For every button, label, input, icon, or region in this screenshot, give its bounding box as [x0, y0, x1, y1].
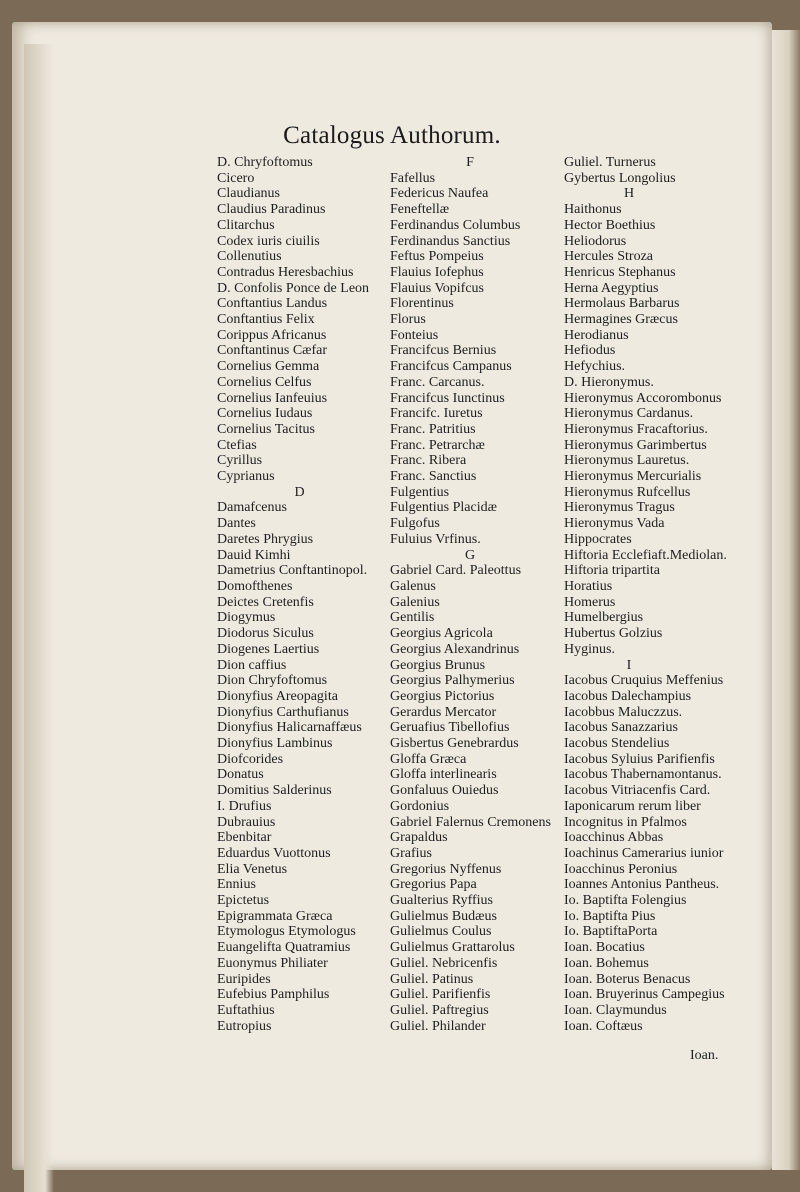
- author-entry: Io. Baptifta Folengius: [564, 893, 687, 909]
- author-column-2: [390, 155, 570, 1034]
- author-entry: Iacobus Vitriacenfis Card.: [564, 783, 711, 799]
- author-entry: Io. Baptifta Pius: [564, 908, 656, 924]
- author-entry: Guliel. Turnerus: [564, 155, 656, 170]
- author-entry: Ennius: [217, 877, 256, 893]
- author-entry: Hiftoria Ecclefiaft.Mediolan.: [564, 547, 727, 563]
- author-entry: Dion caffius: [217, 657, 287, 673]
- author-entry: Fonteius: [390, 327, 439, 343]
- author-entry: Dubrauius: [217, 814, 276, 830]
- author-entry: Florus: [390, 312, 426, 328]
- author-entry: Guliel. Patinus: [390, 971, 474, 987]
- author-entry: Hefychius.: [564, 359, 626, 375]
- author-entry: Iacobus Syluius Parifienfis: [564, 751, 715, 767]
- author-entry: Conftantius Felix: [217, 312, 315, 328]
- author-entry: Domofthenes: [217, 578, 293, 594]
- author-entry: Dion Chryfoftomus: [217, 673, 328, 689]
- author-entry: Fulgentius Placidæ: [390, 500, 497, 516]
- author-entry: Guliel. Parifienfis: [390, 987, 491, 1003]
- author-entry: Hieronymus Cardanus.: [564, 406, 694, 422]
- author-entry: Damafcenus: [217, 500, 287, 516]
- author-entry: Gualterius Ryffius: [390, 893, 494, 909]
- author-entry: Iacobus Stendelius: [564, 736, 670, 752]
- author-entry: Incognitus in Pfalmos: [564, 814, 687, 830]
- author-entry: Conftantius Landus: [217, 296, 328, 312]
- author-entry: Gerardus Mercator: [390, 704, 497, 720]
- author-entry: Dametrius Conftantinopol.: [217, 563, 368, 579]
- author-entry: Gregorius Nyffenus: [390, 861, 502, 877]
- author-entry: Hieronymus Mercurialis: [564, 469, 702, 485]
- author-entry: Gulielmus Coulus: [390, 924, 492, 940]
- author-entry: Cicero: [217, 170, 255, 186]
- author-entry: Gonfaluus Ouiedus: [390, 783, 499, 799]
- author-entry: Claudius Paradinus: [217, 202, 326, 218]
- author-entry: Fuluius Vrfinus.: [390, 531, 481, 547]
- author-entry: Hieronymus Rufcellus: [564, 484, 691, 500]
- author-entry: Herna Aegyptius: [564, 280, 659, 296]
- author-entry: Florentinus: [390, 296, 454, 312]
- author-entry: Hercules Stroza: [564, 249, 654, 265]
- author-entry: Io. BaptiftaPorta: [564, 924, 658, 940]
- author-entry: Horatius: [564, 578, 613, 594]
- section-letter: G: [464, 547, 476, 563]
- author-entry: Francifcus Iunctinus: [390, 390, 505, 406]
- author-entry: Dionyfius Carthufianus: [217, 704, 349, 720]
- author-entry: Cornelius Iudaus: [217, 406, 313, 422]
- author-entry: Flauius Vopifcus: [390, 280, 484, 296]
- author-entry: Gloffa interlinearis: [390, 767, 497, 783]
- author-entry: Cornelius Ianfeuius: [217, 390, 328, 406]
- author-entry: Cornelius Gemma: [217, 359, 320, 375]
- author-entry: Hiftoria tripartita: [564, 563, 661, 579]
- author-entry: Ioan. Boterus Benacus: [564, 971, 691, 987]
- author-entry: Hieronymus Tragus: [564, 500, 675, 516]
- author-entry: Ferdinandus Columbus: [390, 217, 521, 233]
- author-column-3: [564, 155, 764, 1034]
- author-entry: Diofcorides: [217, 751, 284, 767]
- author-entry: Guliel. Nebricenfis: [390, 955, 498, 971]
- author-entry: Ioan. Coftæus: [564, 1018, 643, 1034]
- author-entry: Gentilis: [390, 610, 435, 626]
- author-entry: Francifcus Campanus: [390, 359, 512, 375]
- author-entry: Iacobus Sanazzarius: [564, 720, 678, 736]
- author-entry: Diodorus Siculus: [217, 626, 314, 642]
- author-entry: Euripides: [217, 971, 271, 987]
- author-entry: Deictes Cretenfis: [217, 594, 314, 610]
- author-entry: Ioan. Bruyerinus Campegius: [564, 987, 725, 1003]
- author-entry: Conftantinus Cæfar: [217, 343, 328, 359]
- author-entry: Franc. Patritius: [390, 421, 476, 437]
- author-entry: Hippocrates: [564, 531, 632, 547]
- author-entry: Georgius Agricola: [390, 626, 493, 642]
- author-entry: Epigrammata Græca: [217, 908, 333, 924]
- author-entry: Ebenbitar: [217, 830, 272, 846]
- book-page: [12, 22, 772, 1170]
- author-entry: Guliel. Paftregius: [390, 1002, 489, 1018]
- section-letter: H: [623, 186, 635, 202]
- author-entry: Hubertus Golzius: [564, 626, 663, 642]
- author-entry: Hieronymus Garimbertus: [564, 437, 707, 453]
- author-entry: Gybertus Longolius: [564, 170, 676, 186]
- author-entry: Henricus Stephanus: [564, 264, 676, 280]
- author-entry: Georgius Alexandrinus: [390, 641, 520, 657]
- section-letter: I: [626, 657, 632, 673]
- author-entry: Epictetus: [217, 893, 270, 909]
- author-entry: Federicus Naufea: [390, 186, 489, 202]
- author-entry: Haithonus: [564, 202, 622, 218]
- author-entry: D. Chryfoftomus: [217, 155, 313, 170]
- author-entry: Homerus: [564, 594, 616, 610]
- author-entry: Fafellus: [390, 170, 436, 186]
- author-entry: Grapaldus: [390, 830, 448, 846]
- author-entry: Daretes Phrygius: [217, 531, 314, 547]
- author-entry: Dionyfius Halicarnaffæus: [217, 720, 362, 736]
- author-entry: Codex iuris ciuilis: [217, 233, 320, 249]
- author-entry: Gisbertus Genebrardus: [390, 736, 519, 752]
- author-entry: Iaponicarum rerum liber: [564, 798, 701, 814]
- author-entry: Galenius: [390, 594, 440, 610]
- author-entry: Fulgentius: [390, 484, 450, 500]
- author-entry: Franc. Petrarchæ: [390, 437, 485, 453]
- author-entry: Dantes: [217, 516, 256, 532]
- author-entry: Euonymus Philiater: [217, 955, 328, 971]
- author-entry: Hieronymus Lauretus.: [564, 453, 690, 469]
- author-entry: Eduardus Vuottonus: [217, 845, 331, 861]
- author-entry: Feftus Pompeius: [390, 249, 484, 265]
- author-entry: Hieronymus Vada: [564, 516, 665, 532]
- author-entry: Cyprianus: [217, 469, 275, 485]
- author-entry: Eufebius Pamphilus: [217, 987, 330, 1003]
- section-letter: F: [466, 155, 474, 170]
- author-entry: Euangelifta Quatramius: [217, 940, 351, 956]
- author-entry: D. Confolis Ponce de Leon: [217, 280, 370, 296]
- author-entry: Gabriel Falernus Cremonens: [390, 814, 551, 830]
- author-entry: Franc. Sanctius: [390, 469, 477, 485]
- author-entry: Ioan. Bocatius: [564, 940, 645, 956]
- page-title: Catalogus Authorum.: [283, 122, 501, 149]
- author-entry: Grafius: [390, 845, 432, 861]
- author-entry: Guliel. Philander: [390, 1018, 486, 1034]
- author-entry: Georgius Palhymerius: [390, 673, 515, 689]
- author-entry: Donatus: [217, 767, 264, 783]
- author-entry: Claudianus: [217, 186, 280, 202]
- author-entry: Dionyfius Areopagita: [217, 688, 338, 704]
- author-entry: Ioachinus Camerarius iunior: [564, 845, 724, 861]
- author-entry: Galenus: [390, 578, 436, 594]
- author-entry: Contradus Heresbachius: [217, 264, 354, 280]
- author-entry: Franc. Carcanus.: [390, 374, 485, 390]
- author-entry: Georgius Pictorius: [390, 688, 495, 704]
- author-entry: Hermolaus Barbarus: [564, 296, 680, 312]
- author-entry: Franc. Ribera: [390, 453, 467, 469]
- author-entry: Etymologus Etymologus: [217, 924, 356, 940]
- author-entry: Herodianus: [564, 327, 629, 343]
- page-gutter: [24, 44, 54, 1192]
- author-entry: Dionyfius Lambinus: [217, 736, 333, 752]
- author-entry: Clitarchus: [217, 217, 275, 233]
- section-letter: D: [294, 484, 305, 500]
- author-entry: Ioacchinus Peronius: [564, 861, 678, 877]
- author-entry: Gordonius: [390, 798, 450, 814]
- author-entry: Francifcus Bernius: [390, 343, 497, 359]
- author-entry: Hyginus.: [564, 641, 615, 657]
- author-entry: Georgius Brunus: [390, 657, 486, 673]
- author-entry: Diogymus: [217, 610, 276, 626]
- author-entry: Hefiodus: [564, 343, 616, 359]
- author-entry: Heliodorus: [564, 233, 627, 249]
- author-entry: Fulgofus: [390, 516, 440, 532]
- author-entry: Ioannes Antonius Pantheus.: [564, 877, 720, 893]
- author-entry: Iacobus Dalechampius: [564, 688, 692, 704]
- author-entry: Domitius Salderinus: [217, 783, 332, 799]
- author-entry: Hieronymus Accorombonus: [564, 390, 722, 406]
- author-entry: Gulielmus Grattarolus: [390, 940, 515, 956]
- author-entry: Gulielmus Budæus: [390, 908, 497, 924]
- author-entry: Elia Venetus: [217, 861, 288, 877]
- author-entry: Euftathius: [217, 1002, 275, 1018]
- author-entry: Iacobus Thabernamontanus.: [564, 767, 722, 783]
- author-entry: Geruafius Tibellofius: [390, 720, 510, 736]
- author-entry: Ctefias: [217, 437, 257, 453]
- author-entry: Hector Boethius: [564, 217, 656, 233]
- author-entry: Ferdinandus Sanctius: [390, 233, 511, 249]
- author-entry: Flauius Iofephus: [390, 264, 484, 280]
- author-entry: Diogenes Laertius: [217, 641, 320, 657]
- author-entry: Ioan. Bohemus: [564, 955, 649, 971]
- author-entry: D. Hieronymus.: [564, 374, 654, 390]
- author-entry: Ioan. Claymundus: [564, 1002, 667, 1018]
- page-edge-right: [772, 30, 800, 1170]
- author-entry: Collenutius: [217, 249, 282, 265]
- catchword: Ioan.: [690, 1048, 719, 1063]
- author-entry: Cornelius Celfus: [217, 374, 312, 390]
- author-entry: Humelbergius: [564, 610, 644, 626]
- author-entry: Iacobus Cruquius Meffenius: [564, 673, 724, 689]
- author-entry: Cornelius Tacitus: [217, 421, 315, 437]
- author-entry: Dauid Kimhi: [217, 547, 291, 563]
- author-entry: Gregorius Papa: [390, 877, 477, 893]
- author-entry: Hieronymus Fracaftorius.: [564, 421, 708, 437]
- author-column-1: [217, 155, 392, 1034]
- author-entry: Eutropius: [217, 1018, 272, 1034]
- author-entry: Francifc. Iuretus: [390, 406, 483, 422]
- author-entry: Corippus Africanus: [217, 327, 327, 343]
- author-entry: Hermagines Græcus: [564, 312, 678, 328]
- author-entry: Cyrillus: [217, 453, 263, 469]
- author-entry: Gabriel Card. Paleottus: [390, 563, 522, 579]
- author-entry: Ioacchinus Abbas: [564, 830, 664, 846]
- author-entry: Gloffa Græca: [390, 751, 467, 767]
- author-entry: I. Drufius: [217, 798, 272, 814]
- author-entry: Iacobbus Maluczzus.: [564, 704, 683, 720]
- author-entry: Feneftellæ: [390, 202, 450, 218]
